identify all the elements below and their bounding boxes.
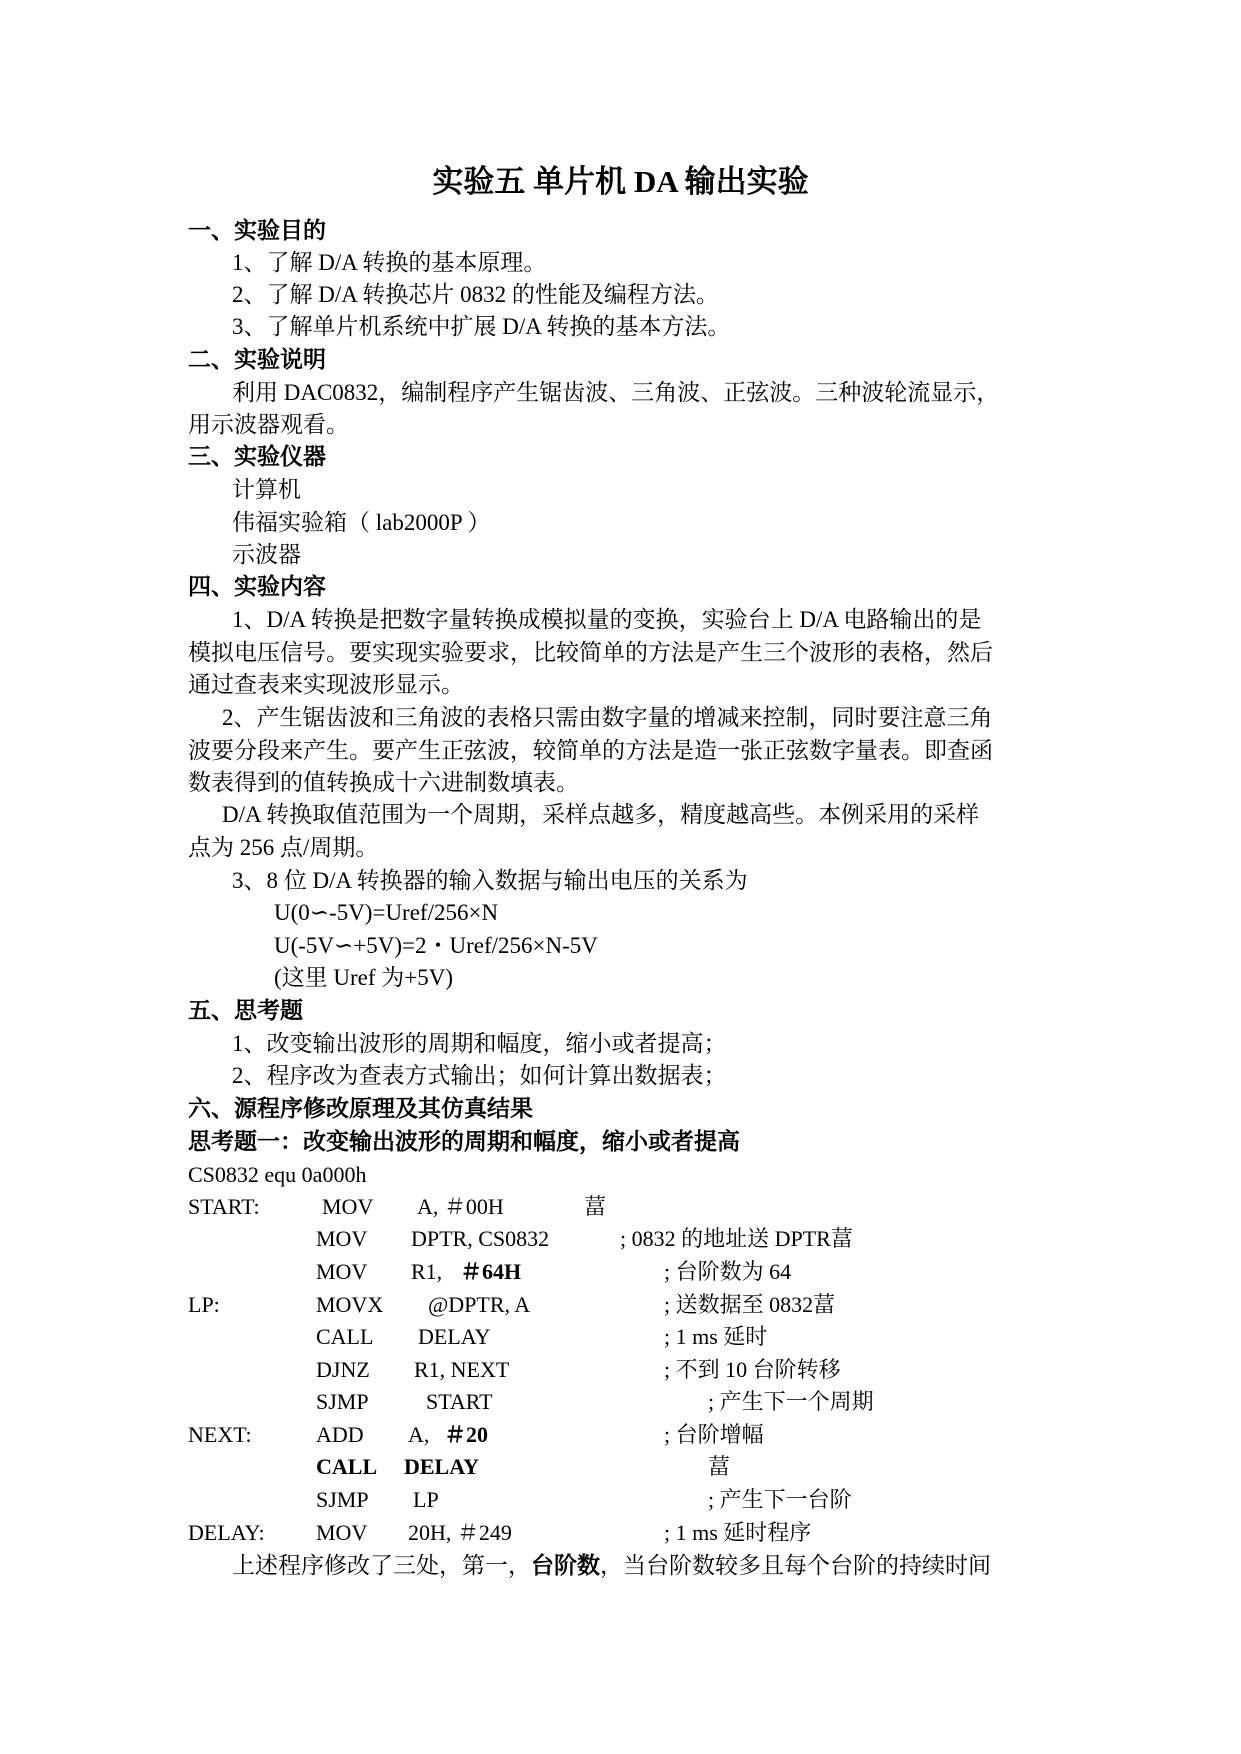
code-op: MOV [316, 1520, 368, 1545]
objective-item: 3、了解单片机系统中扩展 D/A 转换的基本方法。 [232, 314, 731, 339]
code-label: LP: [188, 1292, 220, 1317]
code-label: START: [188, 1194, 260, 1219]
content-line: 通过查表来实现波形显示。 [188, 672, 464, 697]
code-comment: ; 台阶数为 64 [664, 1259, 792, 1284]
objective-item: 2、了解 D/A 转换芯片 0832 的性能及编程方法。 [232, 282, 719, 307]
code-arg: A, ＃00H [417, 1194, 504, 1219]
code-arg: 20H, ＃249 [408, 1520, 512, 1545]
section-heading-instruments: 三、实验仪器 [188, 444, 326, 469]
description-line: 用示波器观看。 [188, 412, 349, 437]
code-arg: R1, NEXT [414, 1357, 510, 1382]
code-arg-emphasis: ＃20 [444, 1422, 489, 1447]
code-comment: ; 1 ms 延时程序 [664, 1520, 812, 1545]
question-item: 2、程序改为查表方式输出；如何计算出数据表； [232, 1063, 727, 1088]
subheading-question-one: 思考题一：改变输出波形的周期和幅度，缩小或者提高 [188, 1129, 740, 1154]
objective-item: 1、了解 D/A 转换的基本原理。 [232, 250, 547, 275]
formula-note: (这里 Uref 为+5V) [274, 965, 454, 990]
closing-paragraph [232, 1551, 991, 1581]
content-line: 模拟电压信号。要实现实验要求，比较简单的方法是产生三个波形的表格，然后 [188, 640, 993, 665]
instrument-item: 示波器 [232, 542, 301, 567]
section-heading-description: 二、实验说明 [188, 347, 326, 372]
code-comment: ; 0832 的地址送 DPTR葍 [620, 1226, 853, 1251]
formula-line: U(-5V∽+5V)=2・Uref/256×N-5V [274, 933, 598, 958]
code-label: DELAY: [188, 1520, 265, 1545]
code-op: MOV [322, 1194, 374, 1219]
code-equ-line: CS0832 equ 0a000h [188, 1162, 367, 1187]
code-op: MOV [316, 1226, 368, 1251]
code-arg: DELAY [418, 1324, 491, 1349]
content-line: 3、8 位 D/A 转换器的输入数据与输出电压的关系为 [232, 868, 748, 893]
content-line: 波要分段来产生。要产生正弦波，较简单的方法是造一张正弦数字量表。即查函 [188, 738, 993, 763]
closing-text-emphasis: 台阶数 [531, 1553, 600, 1578]
instrument-item: 计算机 [232, 477, 301, 502]
closing-text-pre: 上述程序修改了三处，第一， [232, 1553, 531, 1578]
code-comment: ; 送数据至 0832葍 [664, 1292, 836, 1317]
code-op: CALL [316, 1324, 374, 1349]
code-comment: ; 产生下一个周期 [708, 1389, 874, 1414]
section-heading-source: 六、源程序修改原理及其仿真结果 [188, 1096, 533, 1121]
content-line: 数表得到的值转换成十六进制数填表。 [188, 770, 579, 795]
code-comment: ; 台阶增幅 [664, 1422, 764, 1447]
section-heading-content: 四、实验内容 [188, 574, 326, 599]
code-arg: DPTR, CS0832 [411, 1226, 550, 1251]
content-line: 2、产生锯齿波和三角波的表格只需由数字量的增减来控制，同时要注意三角 [222, 705, 993, 730]
code-op: DJNZ [316, 1357, 370, 1382]
content-line: D/A 转换取值范围为一个周期，采样点越多，精度越高些。本例采用的采样 [222, 802, 980, 827]
code-comment: ; 1 ms 延时 [664, 1324, 768, 1349]
code-arg-emphasis: ＃64H [460, 1259, 522, 1284]
code-op: SJMP [316, 1487, 369, 1512]
closing-text-post: ，当台阶数较多且每个台阶的持续时间 [600, 1553, 991, 1578]
code-arg: A, [408, 1422, 430, 1447]
instrument-item: 伟福实验箱（ lab2000P ） [232, 510, 491, 535]
code-arg: DELAY [404, 1454, 479, 1479]
code-comment: ; 不到 10 台阶转移 [664, 1357, 841, 1382]
formula-line: U(0∽-5V)=Uref/256×N [274, 900, 499, 925]
code-op: MOV [316, 1259, 368, 1284]
content-line: 点为 256 点/周期。 [188, 835, 379, 860]
code-comment: 葍 [708, 1454, 731, 1479]
code-comment: 葍 [584, 1194, 607, 1219]
code-comment: ; 产生下一台阶 [708, 1487, 852, 1512]
code-op: CALL [316, 1454, 378, 1479]
code-arg: LP [413, 1487, 439, 1512]
code-arg: START [426, 1389, 493, 1414]
code-op: ADD [316, 1422, 364, 1447]
question-item: 1、改变输出波形的周期和幅度，缩小或者提高； [232, 1031, 727, 1056]
code-op: MOVX [316, 1292, 384, 1317]
section-heading-questions: 五、思考题 [188, 998, 303, 1023]
code-label: NEXT: [188, 1422, 252, 1447]
code-op: SJMP [316, 1389, 369, 1414]
section-heading-objectives: 一、实验目的 [188, 218, 326, 243]
content-line: 1、D/A 转换是把数字量转换成模拟量的变换，实验台上 D/A 电路输出的是 [232, 607, 982, 632]
code-arg: @DPTR, A [428, 1292, 531, 1317]
code-arg: R1, [411, 1259, 443, 1284]
document-title: 实验五 单片机 DA 输出实验 [432, 164, 809, 199]
description-line: 利用 DAC0832，编制程序产生锯齿波、三角波、正弦波。三种波轮流显示， [232, 380, 1000, 405]
